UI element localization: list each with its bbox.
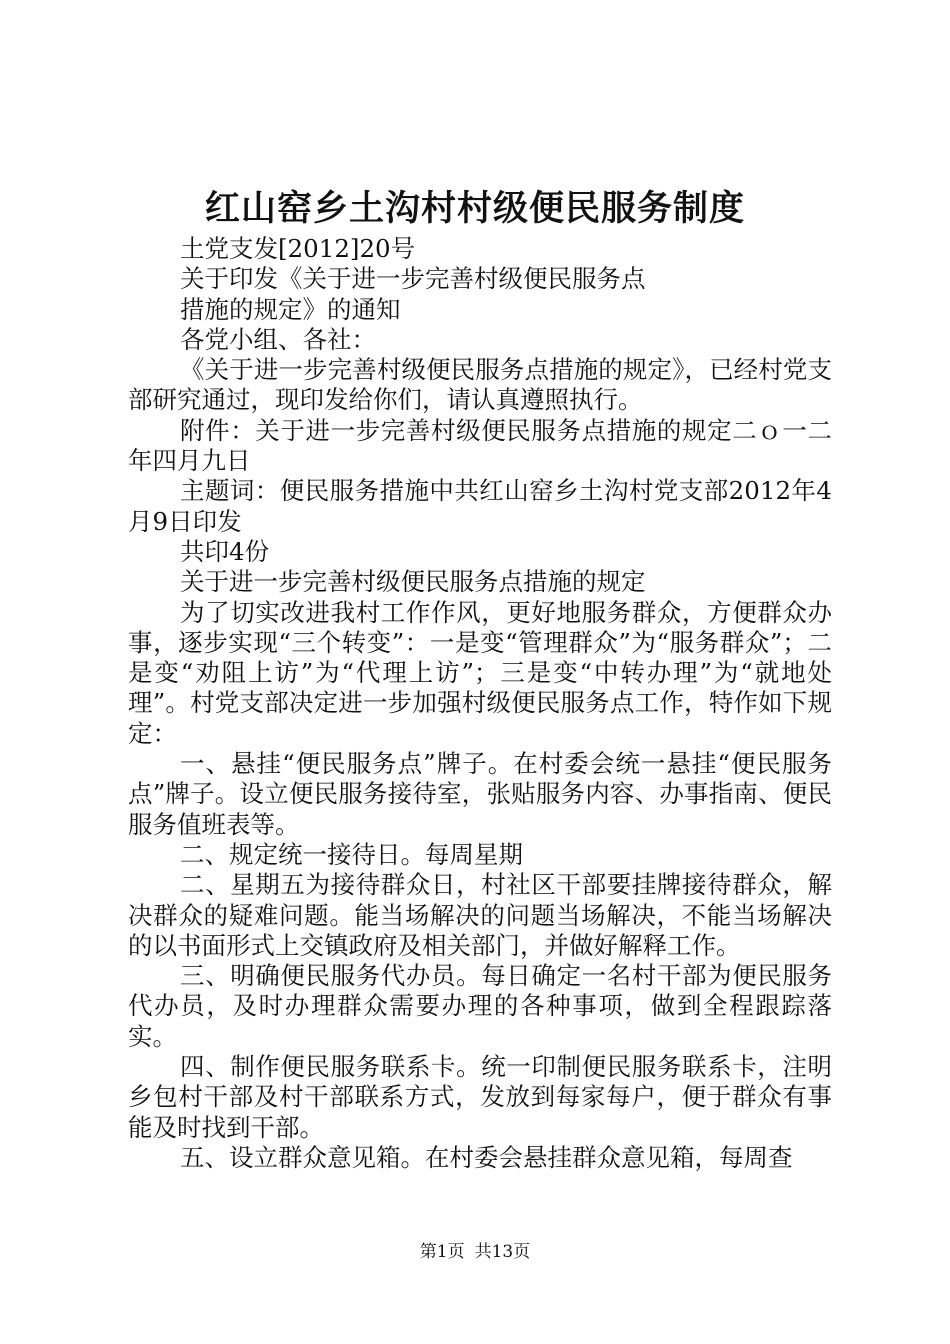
page-title: 红山窑乡土沟村村级便民服务制度 bbox=[204, 188, 745, 229]
document-number: 土党支发[2012]20号 bbox=[180, 234, 416, 263]
regulation-item: 二、规定统一接待日。每周星期 bbox=[180, 839, 523, 869]
document-body bbox=[128, 234, 832, 1173]
regulation-item: 一、悬挂“便民服务点”牌子。在村委会统一悬挂“便民服务点”牌子。设立便民服务接待室，张贴服务内容、办事指南、便民服务值班表等。 bbox=[128, 749, 832, 839]
print-count: 共印4份 bbox=[180, 536, 270, 566]
regulation-title: 关于进一步完善村级便民服务点措施的规定 bbox=[180, 567, 646, 597]
notice-title-line-1: 关于印发《关于进一步完善村级便民服务点 bbox=[180, 264, 646, 294]
page-total: 共13页 bbox=[474, 1242, 531, 1262]
addressee: 各党小组、各社： bbox=[180, 324, 376, 354]
regulation-item: 三、明确便民服务代办员。每日确定一名村干部为便民服务代办员，及时办理群众需要办理的各种事项，做到全程跟踪落实。 bbox=[128, 961, 832, 1051]
regulation-item: 五、设立群众意见箱。在村委会悬挂群众意见箱，每周查 bbox=[180, 1142, 793, 1172]
notice-paragraph: 《关于进一步完善村级便民服务点措施的规定》，已经村党支部研究通过，现印发给你们，请认真遵照执行。 bbox=[128, 355, 832, 415]
attachment-line: 附件：关于进一步完善村级便民服务点措施的规定二ｏ一二年四月九日 bbox=[128, 415, 832, 476]
page-number: 第1页 bbox=[419, 1242, 465, 1262]
regulation-item: 二、星期五为接待群众日，村社区干部要挂牌接待群众，解决群众的疑难问题。能当场解决的问题当场解决，不能当场解决的以书面形式上交镇政府及相关部门，并做好解释工作。 bbox=[128, 870, 832, 960]
regulation-intro: 为了切实改进我村工作作风，更好地服务群众，方便群众办事，逐步实现“三个转变”：一是变“管理群众”为“服务群众”；二是变“劝阻上访”为“代理上访”；三是变“中转办理”为“就地处理”。村党支部决定进一步加强村级便民服务点工作，特作如下规定： bbox=[128, 597, 832, 748]
regulation-item: 四、制作便民服务联系卡。统一印制便民服务联系卡，注明乡包村干部及村干部联系方式，发放到每家每户，便于群众有事能及时找到干部。 bbox=[128, 1052, 832, 1142]
notice-title-line-2: 措施的规定》的通知 bbox=[180, 294, 401, 324]
subject-keywords: 主题词：便民服务措施中共红山窑乡土沟村党支部2012年4月9日印发 bbox=[128, 476, 832, 536]
page-footer bbox=[0, 1240, 950, 1264]
